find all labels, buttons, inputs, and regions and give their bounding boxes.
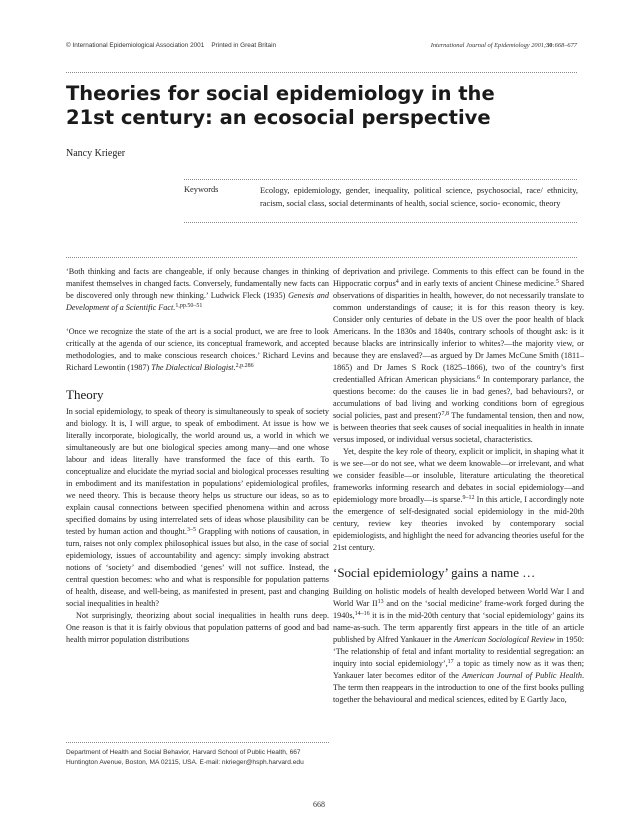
page-number: 668 <box>313 800 325 809</box>
volume-number: 30 <box>546 42 553 49</box>
citation-ref: 5 <box>555 279 559 285</box>
journal-citation: International Journal of Epidemiology 2001;30:668–677 <box>430 42 577 49</box>
epigraph-source: Genesis and Development of a Scientific Fact. <box>66 291 329 312</box>
citation-ref: 9–12 <box>462 495 475 501</box>
author-affiliation: Department of Health and Social Behavior, Harvard School of Public Health, 667 Huntington Avenue, Boston, MA 02115, USA. E-mail: nkrieger@hsph.harvard.edu <box>66 749 304 766</box>
keywords-bottom-divider <box>184 222 577 223</box>
footnote-divider <box>66 742 329 743</box>
paragraph: In social epidemiology, to speak of theory is simultaneously to speak of society and biology. It is, I will argue, to speak of embodiment. At issue is how we literally incorporate, biologically, the world around us, a world in which we simultaneously are but one biological species among many—and one whose labour and ideas literally have transformed the face of this earth. To conceptualize and elucidate the myriad social and biological processes resulting in embodiment and its manifestation in populations’ epidemiological profiles, we need theory. This is because theory helps us structure our ideas, so as to explain causal connections between specified phenomena within and across specified domains by using interrelated sets of ideas whose plausibility can be tested by human action and thought.$^{3-5}$ Grappling with notions of causation, in turn, raises not only complex philosophical issues but also, in the case of social epidemiology, issues of accountability and agency: simply invoking abstract notions of ‘society’ and disembodied ‘genes’ will not suffice. Instead, the central question becomes: who and what is responsible for population patterns of health, disease, and well-being, as manifested in present, past and changing social inequalities in health? <box>66 407 329 608</box>
keywords-label: Keywords <box>184 185 219 194</box>
citation-ref: 7,8 <box>441 411 449 417</box>
keywords-list: Ecology, epidemiology, gender, inequality, political science, psychosocial, race/ ethnicity, racism, social class, social determinants of health, social science, socio- economic, theory <box>260 186 578 208</box>
body-divider <box>66 257 577 258</box>
citation-ref: 1,pp.50–51 <box>175 303 203 309</box>
paragraph: Not surprisingly, theorizing about social inequalities in health runs deep. One reason is that it is fairly obvious that population patterns of good and bad health mirror population distributions <box>66 611 329 644</box>
citation-ref: 3–5 <box>186 527 196 533</box>
paragraph: Building on holistic models of health developed between World War I and World War II$^{13}$ and on the ‘social medicine’ frame-work forged during the 1940s,$^{14-16}$ it is in the mid-20th century that ‘social epidemiology’ gains its name-as-such. The term apparently first appears in the title of an article published by Alfred Yankauer in the American Sociological Review in 1950: ‘The relationship of fetal and infant mortality to residential segregation: an inquiry into social epidemiology’,$^{17}$ a topic as timely now as it was then; Yankauer later becomes editor of the American Journal of Public Health. The term then reappears in the introduction to one of the first books pulling together the behavioural and medical sciences, edited by E Gartly Jaco, <box>333 587 585 704</box>
epigraph-levins: ‘Once we recognize the state of the art is a social product, we are free to look critically at the agenda of our science, its conceptual framework, and accepted methodologies, and to make conscious research choices.’ Richard Levins and Richard Lewontin (1987) The Dialectical Biologist.$^{2,p.286}$ <box>66 327 329 372</box>
citation-ref: 14–16 <box>354 611 370 617</box>
printed-notice: Printed in Great Britain <box>211 42 277 49</box>
epigraph-fleck: ‘Both thinking and facts are changeable, if only because changes in thinking manifest themselves in changed facts. Conversely, fundamentally new facts can be discovered only through new thinking.’ Ludwick Fleck (1935) Genesis and Development of a Scientific Fact.$^{1,pp.50-51}$ <box>66 267 329 312</box>
keywords-top-divider <box>184 179 577 180</box>
left-column <box>66 266 329 646</box>
header-divider <box>66 72 577 73</box>
author-name: Nancy Krieger <box>66 148 126 159</box>
citation-ref: 6 <box>477 375 481 381</box>
citation-ref: 2,p.286 <box>235 363 254 369</box>
citation-ref: 13 <box>377 599 384 605</box>
paragraph: Yet, despite the key role of theory, explicit or implicit, in shaping what it is we see—or do not see, what we deem knowable—or irrelevant, and what we consider feasible—or insoluble, literature articulating the theoretical frameworks informing research and debates in social epidemiology—and epidemiology more broadly—is sparse.$^{9-12}$ In this article, I accordingly note the emergence of self-designated social epidemiology in the mid-20th century, review key theories invoked by contemporary social epidemiologists, and highlight the need for advancing theories useful for the 21st century. <box>333 447 584 552</box>
epigraph-source: The Dialectical Biologist. <box>151 363 236 372</box>
citation-ref: 4 <box>395 279 399 285</box>
citation-ref: 17 <box>447 659 454 665</box>
journal-name: American Journal of Public Health <box>462 671 582 680</box>
copyright-notice: © International Epidemiological Association 2001 <box>66 42 205 49</box>
section-heading-theory: Theory <box>66 387 104 402</box>
paragraph: of deprivation and privilege. Comments to this effect can be found in the Hippocratic corpus$^4$ and in early texts of ancient Chinese medicine.$^5$ Shared observations of disparities in health, however, do not necessarily translate to common understandings of cause; it is for this reason theory is key. Consider only centuries of debate in the US over the poor health of black Americans. In the 1830s and 1840s, contrary schools of thought ask: is it because blacks are intrinsically inferior to whites?—the majority view, or because they are enslaved?—as argued by Dr James McCune Smith (1811–1865) and Dr James S Rock (1825–1866), two of the country’s first credentialled African American physicians.$^6$ In contemporary parlance, the questions become: do the causes lie in bad genes?, bad behaviours?, or accumulations of bad living and working conditions born of egregious social policies, past and present?$^{7,8}$ The fundamental tension, then and now, is between theories that seek causes of social inequalities in health in innate versus imposed, or individual versus societal, characteristics. <box>333 267 585 444</box>
right-column <box>333 266 584 706</box>
section-heading-social-epidemiology: ‘Social epidemiology’ gains a name … <box>333 565 536 580</box>
journal-name: American Sociological Review <box>453 635 555 644</box>
article-title: Theories for social epidemiology in the 21st century: an ecosocial perspective <box>66 82 495 129</box>
header-left <box>66 42 276 49</box>
